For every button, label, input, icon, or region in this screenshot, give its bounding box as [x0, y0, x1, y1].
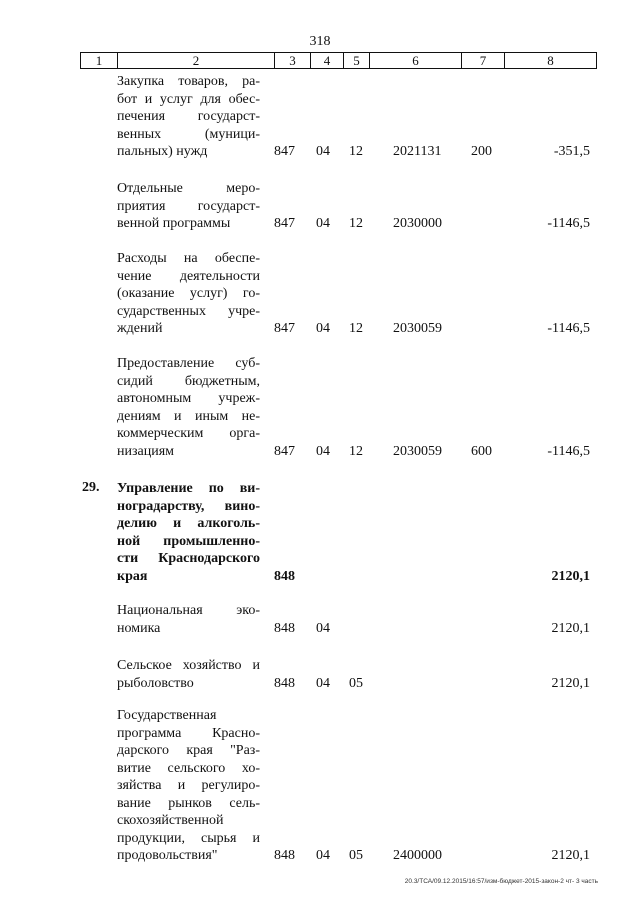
cell-c3: 848 [274, 568, 295, 584]
row-name [117, 73, 260, 161]
cell-c4: 04 [316, 216, 330, 231]
header-col-1: 1 [95, 53, 103, 68]
row-name-line: низациям [117, 443, 175, 459]
row-name-line: Сельское хозяйство и [117, 658, 260, 673]
cell-c7: 200 [471, 144, 492, 159]
cell-c8: 2120,1 [551, 620, 590, 636]
cell-c5: 12 [349, 321, 363, 336]
header-col-4: 4 [310, 53, 343, 68]
row-name-line: приятия государст- [117, 198, 260, 214]
cell-c4: 04 [316, 321, 330, 336]
cell-c5: 05 [349, 848, 363, 863]
cell-c5: 12 [349, 443, 363, 459]
page-number: 318 [309, 34, 331, 49]
header-col-3: 3 [274, 53, 310, 68]
row-name-line: ноградарству, вино- [117, 498, 260, 514]
cell-c6: 2030000 [393, 216, 442, 231]
row-name-line: коммерческим орга- [117, 426, 260, 441]
row-name-line: программа Красно- [117, 725, 260, 741]
cell-c3: 847 [274, 321, 295, 336]
cell-c3: 847 [274, 144, 295, 159]
cell-c8: -1146,5 [547, 443, 590, 459]
header-col-8: 8 [504, 53, 596, 68]
row-name-line: ждений [117, 321, 163, 336]
row-name-line: дениям и иным не- [117, 408, 260, 424]
row-name-line: (оказание услуг) го- [117, 286, 260, 301]
row-name [117, 707, 260, 865]
row-name-line: бот и услуг для обес- [117, 91, 260, 107]
row-name-line: чение деятельности [117, 268, 260, 284]
row-name-line: Расходы на обеспе- [117, 251, 260, 266]
row-name-line: витие сельского хо- [117, 760, 260, 776]
cell-c5: 05 [349, 675, 363, 691]
footer-stamp: 20.3/ТСА/09.12.2015/16:57/изм-бюджет-2015-закон-2 чт- 3 часть [404, 878, 598, 885]
row-name-line: вание рынков сель- [117, 795, 260, 811]
row-name [117, 180, 260, 233]
cell-c8: 2120,1 [551, 675, 590, 691]
cell-c4: 04 [316, 675, 330, 691]
cell-c3: 848 [274, 848, 295, 863]
cell-c8: 2120,1 [551, 568, 590, 584]
cell-c6: 2030059 [393, 321, 442, 336]
cell-c5: 12 [349, 144, 363, 159]
cell-c8: -1146,5 [547, 216, 590, 231]
row-name-line: Национальная эко- [117, 603, 260, 618]
row-name-line: сударственных учре- [117, 303, 260, 319]
row-name-line: венной программы [117, 216, 231, 231]
cell-c8: -351,5 [553, 144, 590, 159]
row-name-line: скохозяйственной [117, 813, 224, 828]
row-name-line: Государственная [117, 708, 217, 723]
row-name-line: дарского края "Раз- [117, 743, 260, 758]
row-name-line: Управление по ви- [117, 481, 260, 496]
row-number: 29. [82, 480, 100, 495]
row-name [117, 602, 260, 637]
row-name [117, 480, 260, 585]
row-name-line: сидий бюджетным, [117, 373, 260, 389]
row-name-line: ной промышленно- [117, 533, 260, 549]
row-name-line: Закупка товаров, ра- [117, 74, 260, 89]
row-name-line: автономным учреж- [117, 391, 260, 406]
row-name-line: рыболовство [117, 675, 194, 691]
row-name-line: продукции, сырья и [117, 830, 260, 846]
cell-c3: 848 [274, 675, 295, 691]
row-name-line: сти Краснодарского [117, 551, 260, 566]
row-name-line: номика [117, 620, 161, 636]
cell-c4: 04 [316, 620, 330, 636]
cell-c5: 12 [349, 216, 363, 231]
cell-c3: 847 [274, 216, 295, 231]
header-col-5: 5 [343, 53, 369, 68]
header-col-2: 2 [117, 53, 274, 68]
header-col-7: 7 [461, 53, 504, 68]
row-name [117, 250, 260, 338]
row-name-line: венных (муници- [117, 126, 260, 142]
cell-c8: -1146,5 [547, 321, 590, 336]
table-header [80, 52, 597, 69]
row-name-line: Отдельные меро- [117, 181, 260, 196]
row-name [117, 355, 260, 460]
cell-c6: 2400000 [393, 848, 442, 863]
cell-c4: 04 [316, 443, 330, 459]
cell-c3: 848 [274, 620, 295, 636]
cell-c8: 2120,1 [551, 848, 590, 863]
row-name-line: пальных) нужд [117, 144, 208, 159]
cell-c6: 2030059 [393, 443, 442, 459]
row-name-line: Предоставление суб- [117, 356, 260, 371]
cell-c7: 600 [471, 443, 492, 459]
row-name-line: делию и алкоголь- [117, 516, 260, 531]
cell-c3: 847 [274, 443, 295, 459]
cell-c4: 04 [316, 144, 330, 159]
cell-c6: 2021131 [393, 144, 442, 159]
row-name-line: продовольствия" [117, 848, 218, 863]
row-name-line: зяйства и регулиро- [117, 778, 260, 793]
cell-c4: 04 [316, 848, 330, 863]
row-name-line: печения государст- [117, 109, 260, 124]
row-name-line: края [117, 568, 148, 584]
row-name [117, 657, 260, 692]
header-col-6: 6 [369, 53, 461, 68]
